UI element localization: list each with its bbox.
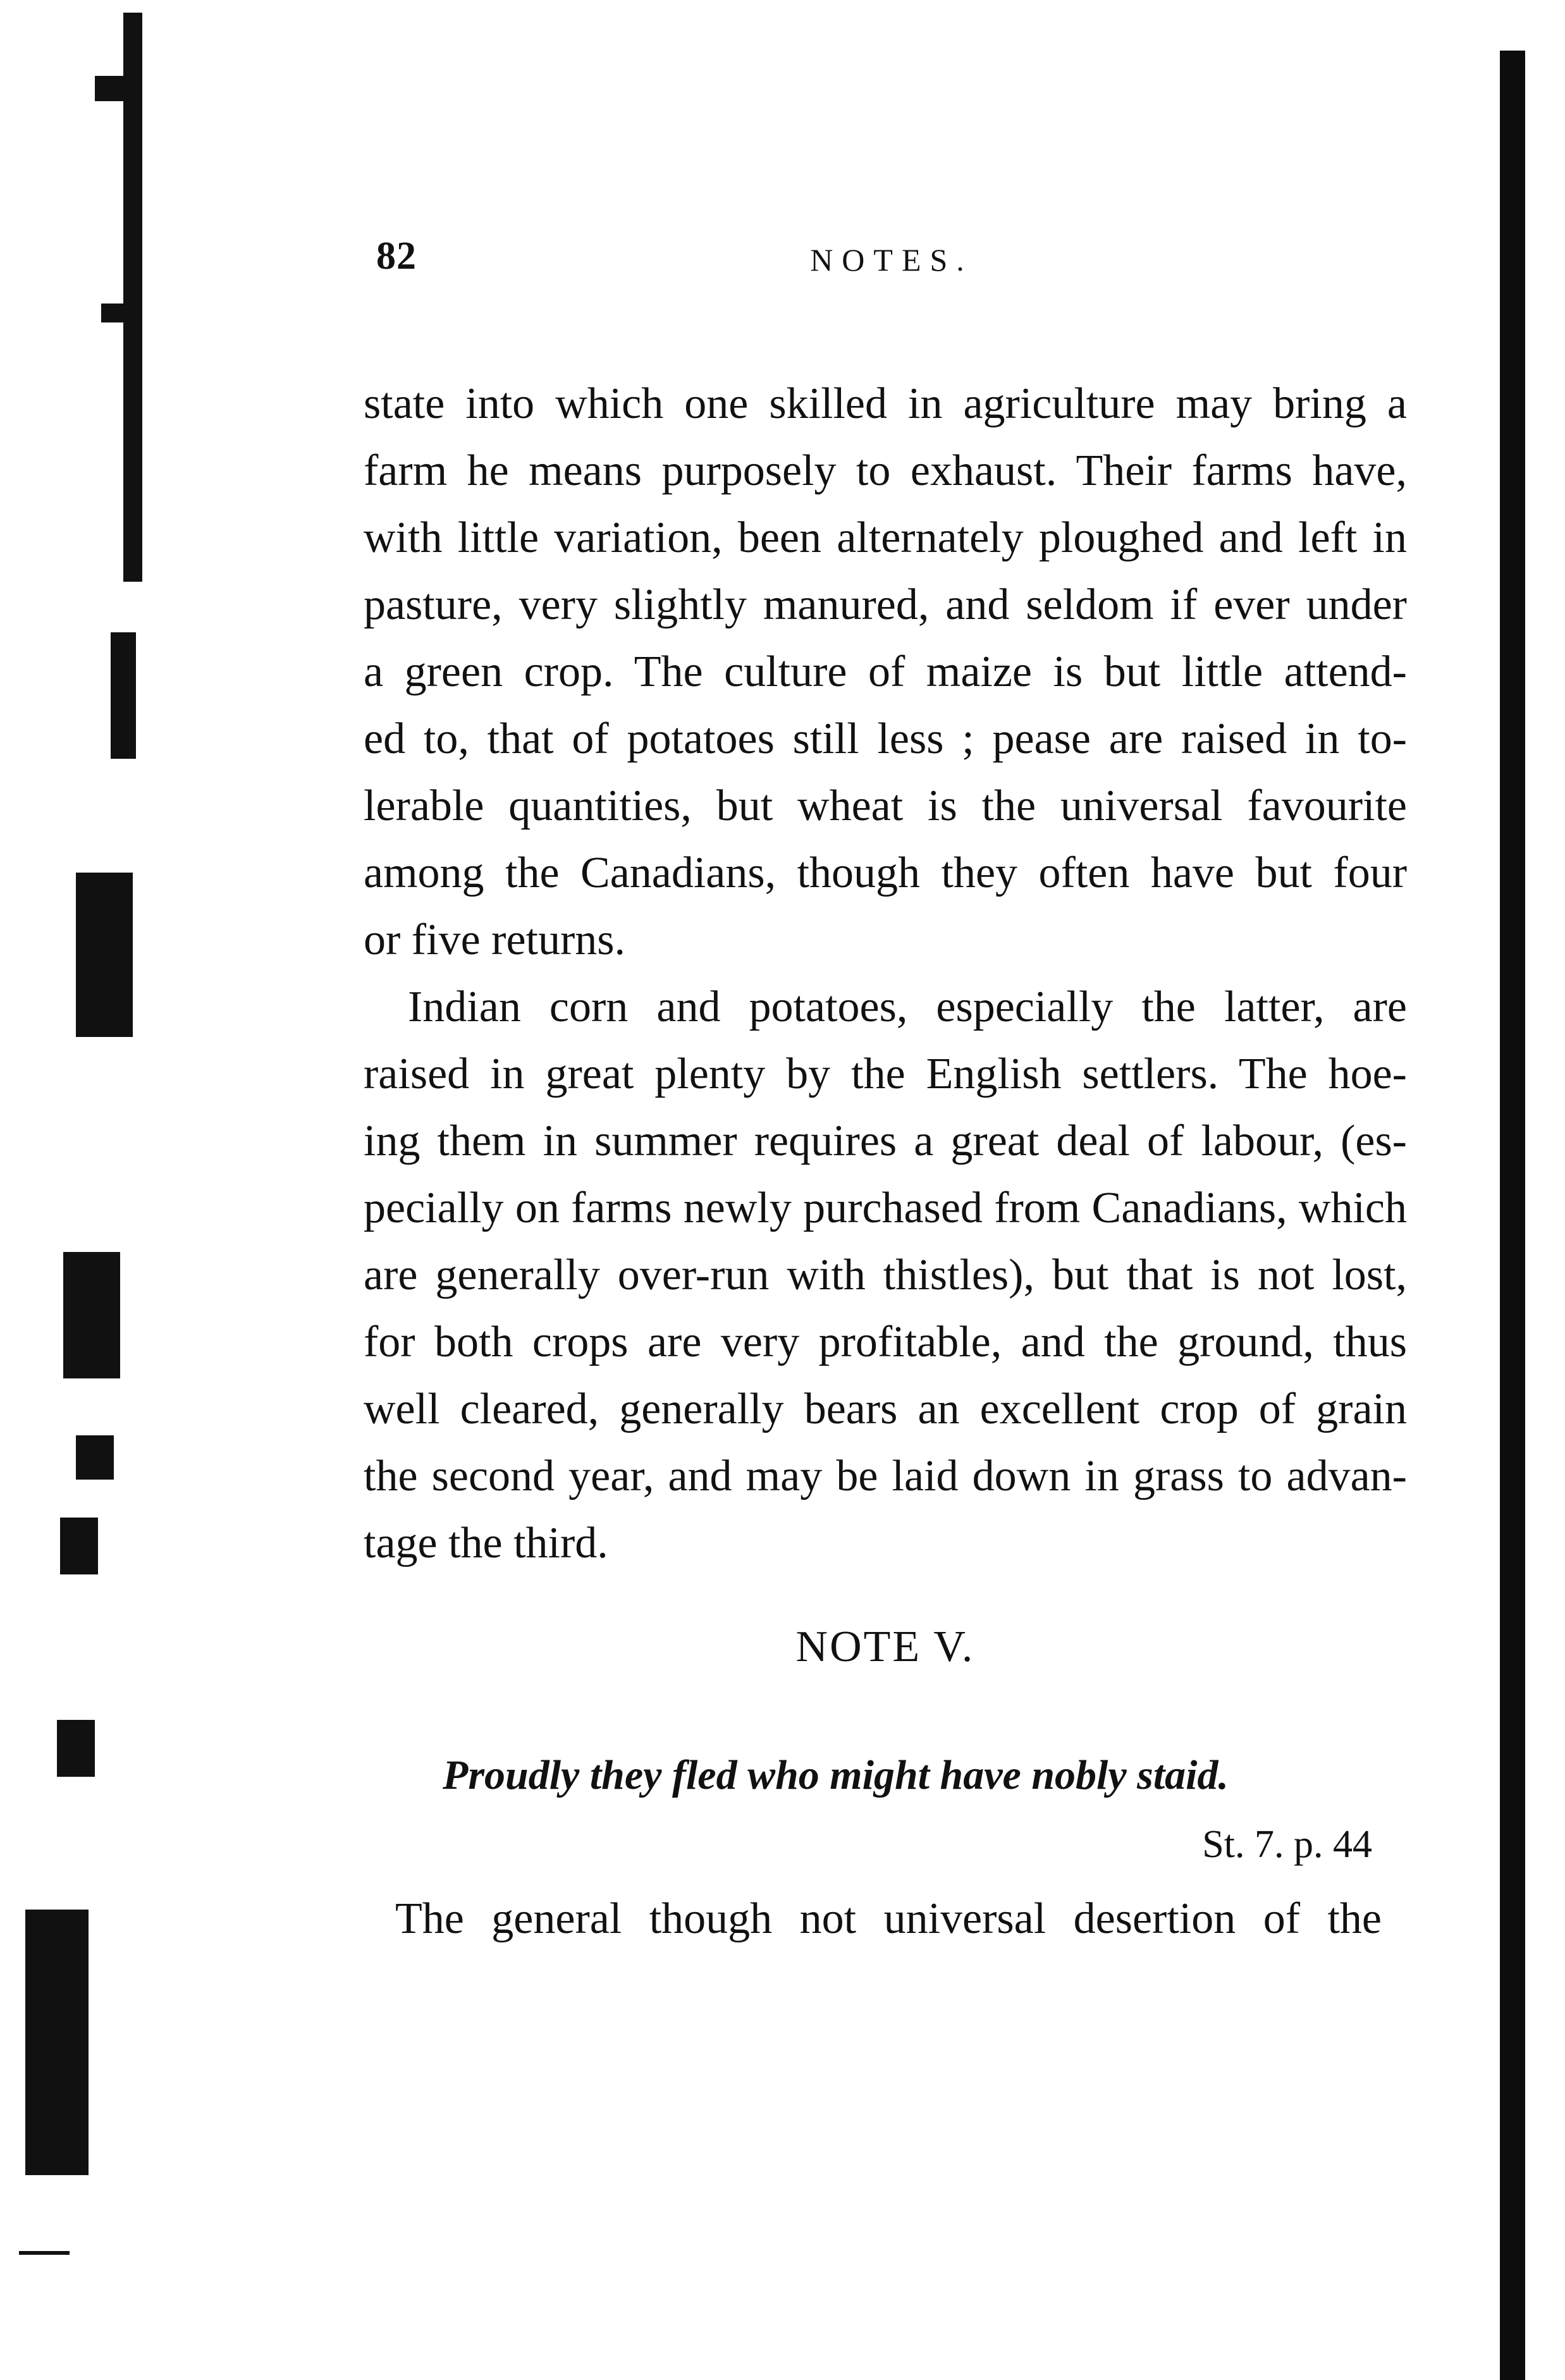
page-header [376,234,1407,304]
text-line: for both crops are very profitable, and the ground, thus [364,1318,1407,1366]
page-number: 82 [376,235,417,278]
scan-binding-shadow [1500,51,1525,2380]
text-line: with little variation, been alternately ploughed and left in [364,513,1407,562]
text-line: pasture, very slightly manured, and seldom if ever under [364,580,1407,629]
text-line: state into which one skilled in agriculture may bring a [364,379,1407,428]
text-line: or five returns. [364,916,626,964]
text-line: ed to, that of potatoes still less ; pease are raised in to- [364,715,1407,763]
text-line: ing them in summer requires a great deal of labour, (es- [364,1117,1407,1165]
text-line: the second year, and may be laid down in grass to advan- [364,1452,1407,1500]
epigraph-quote: Proudly they fled who might have nobly staid. [443,1752,1229,1798]
paragraph-2 [364,974,1407,1577]
text-line: a green crop. The culture of maize is but little attend- [364,647,1407,696]
text-line: pecially on farms newly purchased from Canadians, which [364,1184,1407,1232]
paragraph-1 [364,371,1407,974]
text-line: well cleared, generally bears an excellent crop of grain [364,1385,1407,1433]
scan-edge-artifacts [0,0,95,2380]
stanza-reference: St. 7. p. 44 [1202,1823,1372,1866]
text-line: are generally over-run with thistles), but that is not lost, [364,1251,1407,1299]
text-line: lerable quantities, but wheat is the universal favourite [364,782,1407,830]
running-head: NOTES. [810,242,973,278]
text-line: Indian corn and potatoes, especially the latter, are [408,983,1407,1031]
text-line: The general though not universal desertion of the [395,1894,1382,1943]
note-heading: NOTE V. [795,1622,975,1671]
text-line: tage the third. [364,1519,608,1567]
text-line: among the Canadians, though they often have but four [364,849,1407,897]
text-line: raised in great plenty by the English settlers. The hoe- [364,1050,1407,1098]
text-line: farm he means purposely to exhaust. Their farms have, [364,446,1407,495]
